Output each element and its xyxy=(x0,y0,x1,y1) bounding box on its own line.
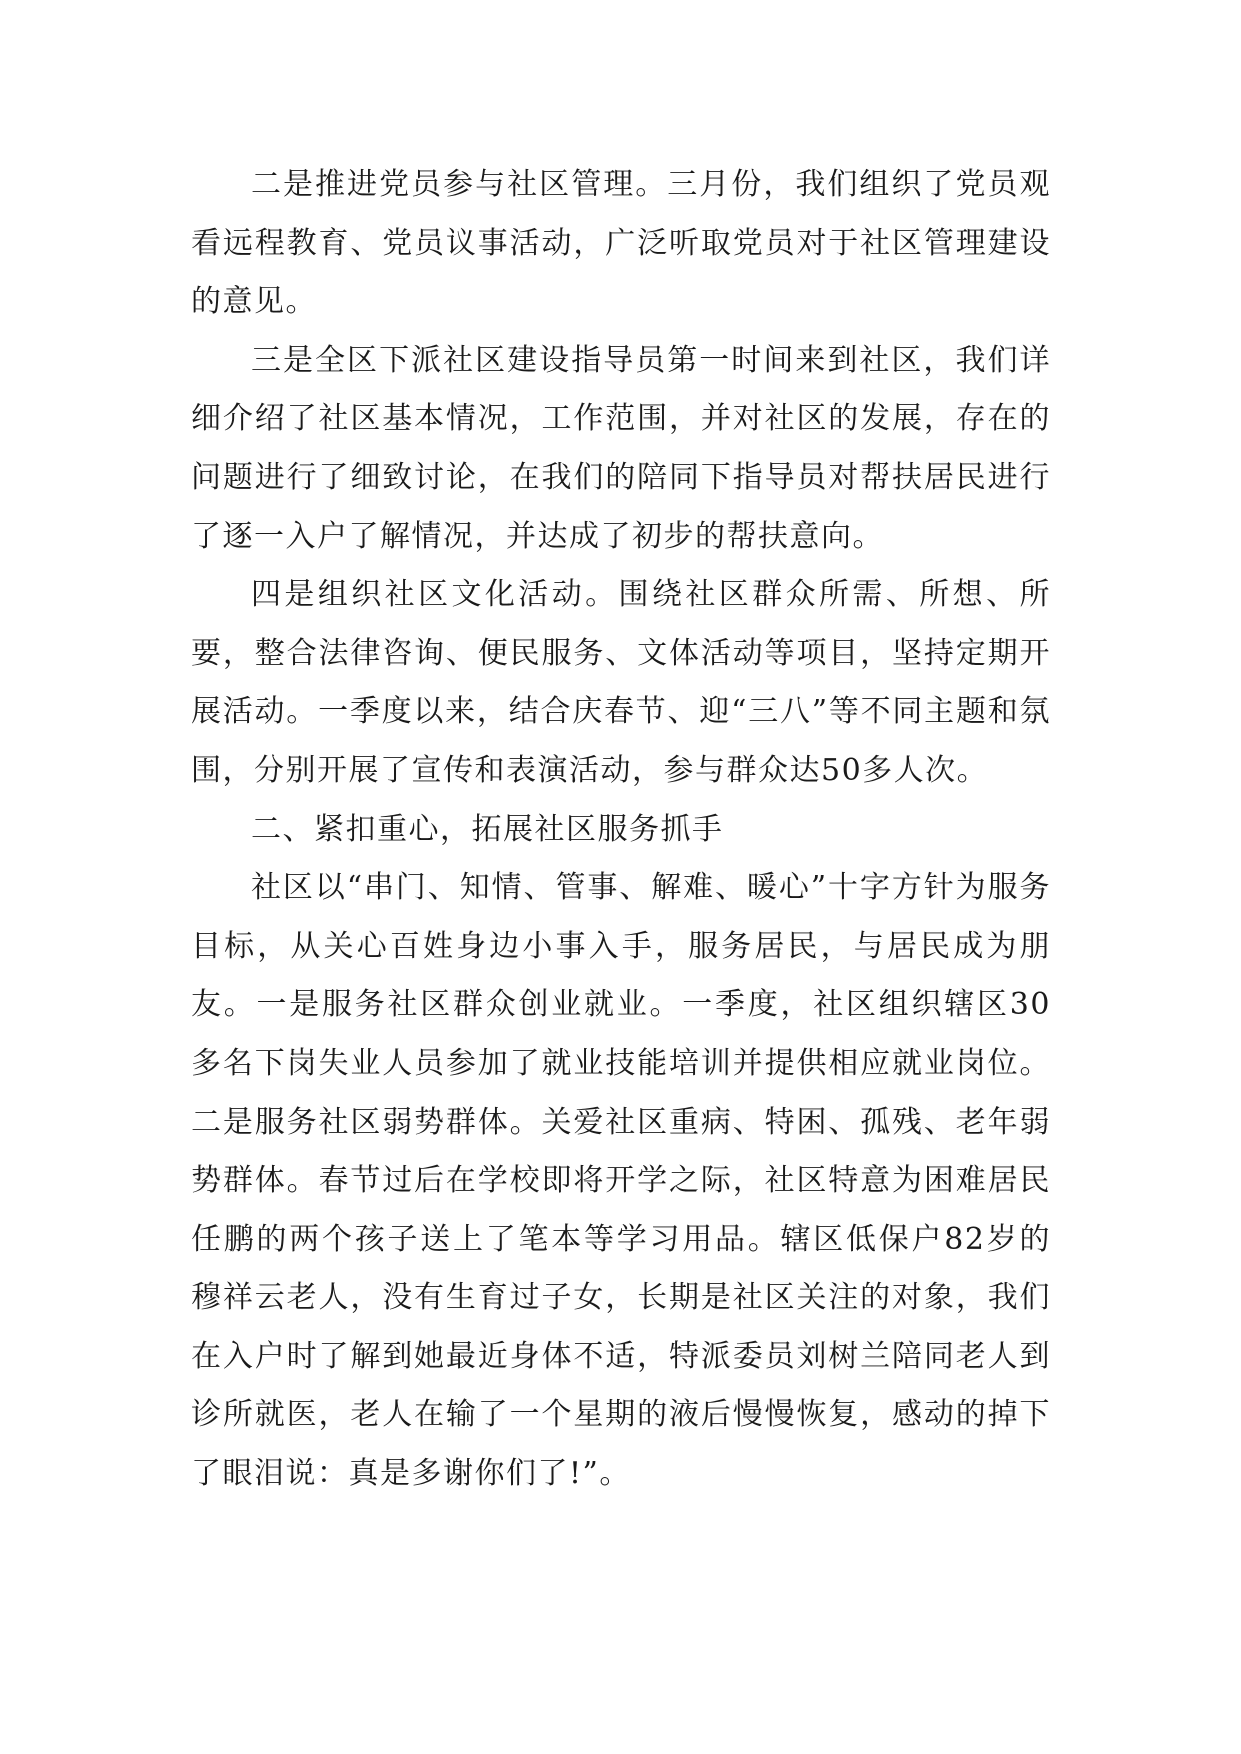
paragraph-community-guide: 三是全区下派社区建设指导员第一时间来到社区，我们详细介绍了社区基本情况，工作范围，并对社区的发展，存在的问题进行了细致讨论，在我们的陪同下指导员对帮扶居民进行了逐一入户了解情况，并达成了初步的帮扶意向。 xyxy=(191,342,1051,554)
paragraph-cultural-activities: 四是组织社区文化活动。围绕社区群众所需、所想、所要，整合法律咨询、便民服务、文体活动等项目，坚持定期开展活动。一季度以来，结合庆春节、迎“三八”等不同主题和氛围，分别开展了宣传和表演活动，参与群众达50多人次。 xyxy=(191,577,1051,788)
paragraph-service-goals: 社区以“串门、知情、管事、解难、暖心”十字方针为服务目标，从关心百姓身边小事入手，服务居民，与居民成为朋友。一是服务社区群众创业就业。一季度，社区组织辖区30多名下岗失业人员参加了就业技能培训并提供相应就业岗位。二是服务社区弱势群体。关爱社区重病、特困、孤残、老年弱势群体。春节过后在学校即将开学之际，社区特意为困难居民任鹏的两个孩子送上了笔本等学习用品。辖区低保户82岁的穆祥云老人，没有生育过子女，长期是社区关注的对象，我们在入户时了解到她最近身体不适，特派委员刘树兰陪同老人到诊所就医，老人在输了一个星期的液后慢慢恢复，感动的掉下了眼泪说：真是多谢你们了!”。 xyxy=(191,870,1051,1492)
document-body xyxy=(191,156,1051,1504)
section-heading-community-services: 二、紧扣重心，拓展社区服务抓手 xyxy=(251,811,724,847)
paragraph-party-members-management: 二是推进党员参与社区管理。三月份，我们组织了党员观看远程教育、党员议事活动，广泛听取党员对于社区管理建设的意见。 xyxy=(191,167,1051,320)
